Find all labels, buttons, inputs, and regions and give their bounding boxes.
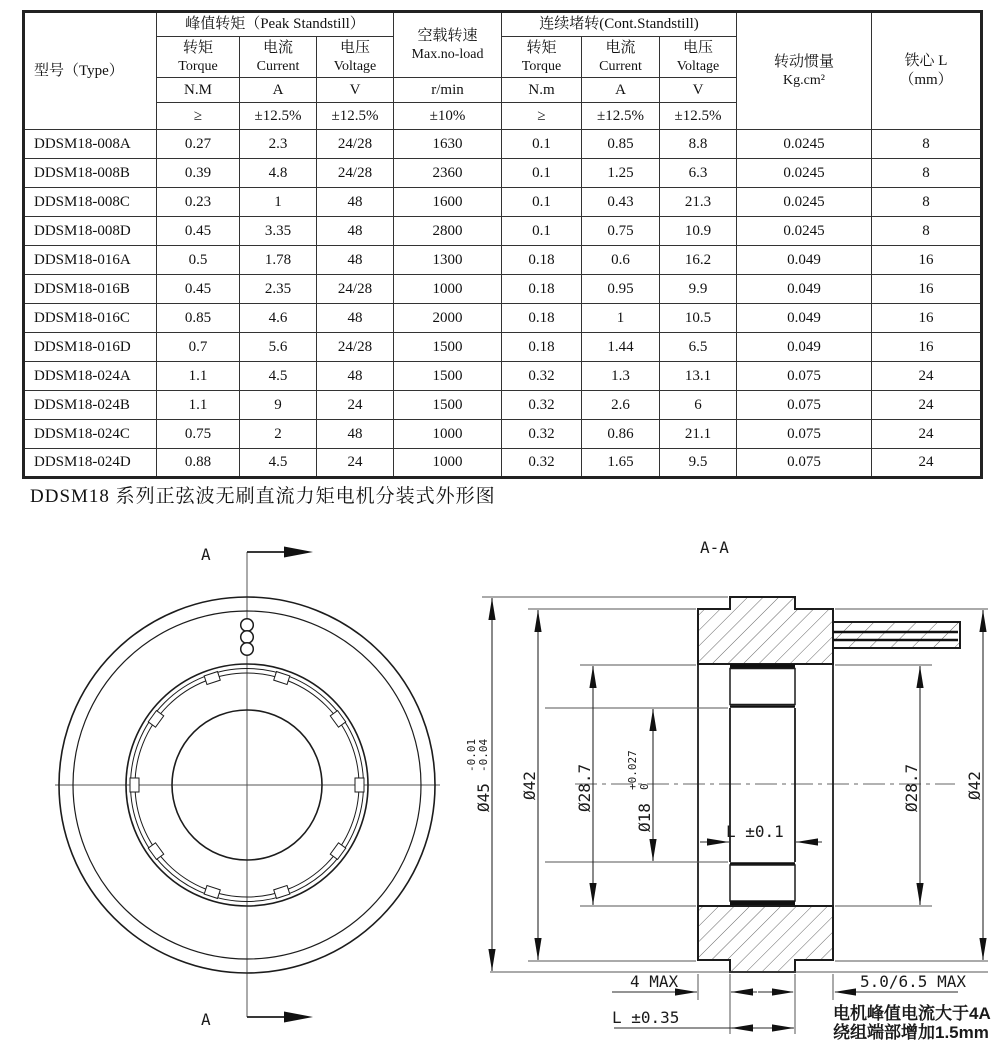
value-cell: 2000 [394,304,502,333]
value-cell: 4.6 [240,304,317,333]
value-cell: 24 [317,449,394,478]
value-cell: 0.1 [502,217,582,246]
value-cell: 48 [317,188,394,217]
value-cell: 0.6 [582,246,660,275]
value-cell: 0.18 [502,304,582,333]
value-cell: 1500 [394,391,502,420]
value-cell: 8 [872,130,982,159]
table-row [24,188,982,217]
value-cell: 0.18 [502,246,582,275]
value-cell: 48 [317,246,394,275]
value-cell: 16 [872,333,982,362]
value-cell: 1500 [394,333,502,362]
table-row [24,420,982,449]
unit-cell: N.m [502,78,582,103]
value-cell: 24 [872,449,982,478]
value-cell: 1300 [394,246,502,275]
value-cell: 9 [240,391,317,420]
value-cell: 2 [240,420,317,449]
model-cell: DDSM18-016D [24,333,157,362]
value-cell: 0.75 [157,420,240,449]
header-cont-current: 电流 Current [582,37,660,78]
stator-block-bottom [698,906,833,972]
value-cell: 24 [317,391,394,420]
tolerance-cell: ±10% [394,103,502,130]
value-cell: 1.78 [240,246,317,275]
tolerance-cell: ±12.5% [240,103,317,130]
value-cell: 1500 [394,362,502,391]
header-peak-current: 电流 Current [240,37,317,78]
header-peak-torque: 转矩 Torque [157,37,240,78]
technical-drawing [0,520,1000,1057]
value-cell: 0.0245 [737,217,872,246]
value-cell: 0.0245 [737,130,872,159]
unit-cell: A [582,78,660,103]
value-cell: 0.049 [737,246,872,275]
dim-label-phi18 [626,750,654,832]
value-cell: 21.3 [660,188,737,217]
value-cell: 24/28 [317,275,394,304]
dim-label-phi28-7-right [902,764,921,812]
dim-label-phi45 [465,739,493,812]
svg-text:Ø42: Ø42 [965,771,984,800]
stator-block-top [698,597,833,664]
value-cell: 0.075 [737,420,872,449]
svg-text:Ø18: Ø18 [635,803,654,832]
table-row [24,333,982,362]
section-mark-bottom: A [201,1010,211,1029]
value-cell: 2.3 [240,130,317,159]
value-cell: 4.5 [240,449,317,478]
value-cell: 48 [317,304,394,333]
value-cell: 10.9 [660,217,737,246]
svg-text:Ø28.7: Ø28.7 [575,763,594,812]
value-cell: 2800 [394,217,502,246]
header-peak-group: 峰值转矩（Peak Standstill） [157,12,394,37]
svg-text:-0.01: -0.01 [465,738,478,772]
value-cell: 0.18 [502,333,582,362]
model-cell: DDSM18-008B [24,159,157,188]
value-cell: 13.1 [660,362,737,391]
value-cell: 0.1 [502,159,582,188]
value-cell: 0.075 [737,362,872,391]
tolerance-cell: ±12.5% [582,103,660,130]
value-cell: 0.1 [502,130,582,159]
section-title: A-A [700,538,729,557]
value-cell: 0.5 [157,246,240,275]
unit-cell: A [240,78,317,103]
header-peak-voltage: 电压 Voltage [317,37,394,78]
svg-text:-0.04: -0.04 [477,738,490,772]
value-cell: 2.35 [240,275,317,304]
model-cell: DDSM18-024B [24,391,157,420]
svg-text:Ø28.7: Ø28.7 [902,763,921,812]
value-cell: 0.1 [502,188,582,217]
unit-cell: N.M [157,78,240,103]
value-cell: 0.88 [157,449,240,478]
svg-text:0: 0 [638,783,651,790]
section-view [465,538,991,1042]
value-cell: 48 [317,420,394,449]
value-cell: 16 [872,246,982,275]
value-cell: 0.85 [582,130,660,159]
header-model: 型号（Type） [24,12,157,130]
value-cell: 0.7 [157,333,240,362]
value-cell: 6.3 [660,159,737,188]
value-cell: 0.32 [502,420,582,449]
model-cell: DDSM18-024C [24,420,157,449]
rotor-core-bottom [730,865,795,901]
value-cell: 1.3 [582,362,660,391]
dim-label-core-length: L ±0.1 [726,822,784,841]
value-cell: 9.5 [660,449,737,478]
value-cell: 8 [872,217,982,246]
value-cell: 1000 [394,420,502,449]
section-walls [698,664,833,906]
value-cell: 0.049 [737,275,872,304]
dim-label-phi42-left [520,771,539,800]
model-cell: DDSM18-024A [24,362,157,391]
model-cell: DDSM18-008D [24,217,157,246]
header-core-length: 铁心 L （mm） [872,12,982,130]
value-cell: 0.075 [737,391,872,420]
value-cell: 1.65 [582,449,660,478]
value-cell: 24/28 [317,130,394,159]
note-line-2: 绕组端部增加1.5mm [833,1023,989,1042]
value-cell: 5.6 [240,333,317,362]
value-cell: 6 [660,391,737,420]
svg-text:Ø45: Ø45 [474,783,493,812]
table-row [24,275,982,304]
model-cell: DDSM18-024D [24,449,157,478]
front-view [55,545,440,1029]
table-row [24,391,982,420]
value-cell: 0.45 [157,217,240,246]
value-cell: 1 [582,304,660,333]
section-arrow-top [201,545,313,564]
dim-label-left-end: 4 MAX [630,972,679,991]
table-row [24,304,982,333]
tolerance-cell: ±12.5% [317,103,394,130]
value-cell: 0.95 [582,275,660,304]
header-cont-group: 连续堵转(Cont.Standstill) [502,12,737,37]
value-cell: 1000 [394,275,502,304]
value-cell: 16 [872,304,982,333]
value-cell: 1600 [394,188,502,217]
value-cell: 4.8 [240,159,317,188]
value-cell: 8.8 [660,130,737,159]
value-cell: 1000 [394,449,502,478]
value-cell: 0.32 [502,391,582,420]
note-line-1: 电机峰值电流大于4A [833,1004,991,1023]
tolerance-cell: ≥ [157,103,240,130]
value-cell: 16.2 [660,246,737,275]
airgap-bottom [730,901,795,906]
value-cell: 16 [872,275,982,304]
value-cell: 0.23 [157,188,240,217]
model-cell: DDSM18-016A [24,246,157,275]
value-cell: 1.25 [582,159,660,188]
value-cell: 1 [240,188,317,217]
table-row [24,362,982,391]
spec-table [22,10,983,479]
value-cell: 1.44 [582,333,660,362]
unit-cell: V [660,78,737,103]
dim-label-right-end: 5.0/6.5 MAX [860,972,966,991]
value-cell: 0.32 [502,362,582,391]
value-cell: 1.1 [157,362,240,391]
value-cell: 24 [872,362,982,391]
value-cell: 24 [872,391,982,420]
value-cell: 0.0245 [737,188,872,217]
value-cell: 0.39 [157,159,240,188]
model-cell: DDSM18-008C [24,188,157,217]
unit-cell: V [317,78,394,103]
value-cell: 0.45 [157,275,240,304]
value-cell: 0.85 [157,304,240,333]
value-cell: 0.18 [502,275,582,304]
header-inertia: 转动惯量 Kg.cm² [737,12,872,130]
value-cell: 2.6 [582,391,660,420]
value-cell: 48 [317,362,394,391]
value-cell: 0.32 [502,449,582,478]
table-row [24,159,982,188]
value-cell: 0.75 [582,217,660,246]
dim-label-phi28-7-left [575,764,594,812]
value-cell: 4.5 [240,362,317,391]
svg-text:Ø42: Ø42 [520,771,539,800]
value-cell: 1630 [394,130,502,159]
model-cell: DDSM18-008A [24,130,157,159]
value-cell: 48 [317,217,394,246]
value-cell: 8 [872,159,982,188]
value-cell: 2360 [394,159,502,188]
header-noload: 空载转速 Max.no-load [394,12,502,78]
table-row [24,246,982,275]
value-cell: 1.1 [157,391,240,420]
value-cell: 21.1 [660,420,737,449]
value-cell: 0.86 [582,420,660,449]
value-cell: 24/28 [317,159,394,188]
table-row [24,130,982,159]
model-cell: DDSM18-016B [24,275,157,304]
header-cont-torque: 转矩 Torque [502,37,582,78]
svg-text:+0.027: +0.027 [626,750,639,790]
header-cont-voltage: 电压 Voltage [660,37,737,78]
tolerance-cell: ±12.5% [660,103,737,130]
spec-table-body [24,130,982,478]
value-cell: 24/28 [317,333,394,362]
wire-bundle [833,622,960,648]
value-cell: 9.9 [660,275,737,304]
value-cell: 0.43 [582,188,660,217]
value-cell: 10.5 [660,304,737,333]
figure-caption: DDSM18 系列正弦波无刷直流力矩电机分装式外形图 [30,486,496,507]
value-cell: 0.0245 [737,159,872,188]
dim-label-overall-length: L ±0.35 [612,1008,680,1027]
value-cell: 0.049 [737,304,872,333]
value-cell: 24 [872,420,982,449]
value-cell: 0.049 [737,333,872,362]
value-cell: 3.35 [240,217,317,246]
rotor-core-top [730,669,795,705]
value-cell: 8 [872,188,982,217]
value-cell: 0.27 [157,130,240,159]
table-row [24,449,982,478]
section-mark-top: A [201,545,211,564]
section-arrow-bottom [201,1010,313,1029]
table-row [24,217,982,246]
unit-cell: r/min [394,78,502,103]
value-cell: 0.075 [737,449,872,478]
wire-terminal-holes [241,619,254,656]
value-cell: 6.5 [660,333,737,362]
model-cell: DDSM18-016C [24,304,157,333]
tolerance-cell: ≥ [502,103,582,130]
dim-label-phi42-right [965,771,984,800]
